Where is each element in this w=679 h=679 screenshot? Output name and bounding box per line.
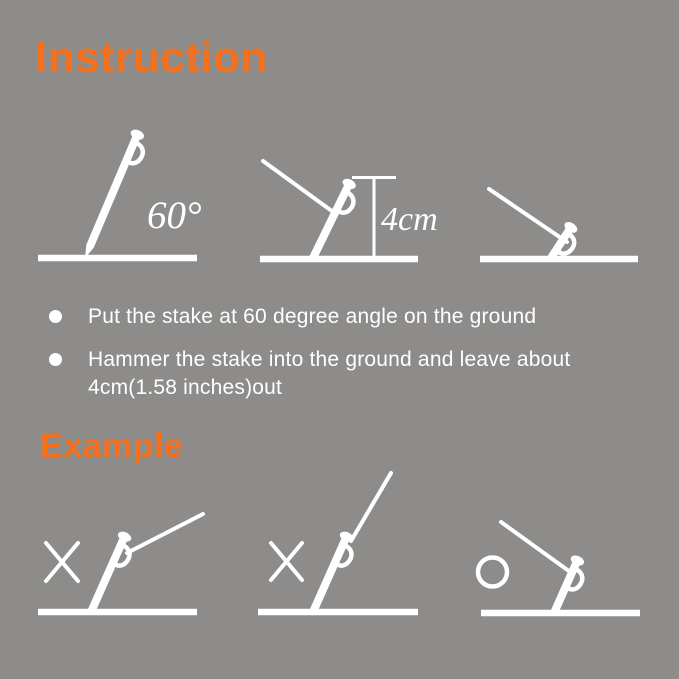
rope-icon [501, 522, 573, 574]
diagram-stake-angle [38, 128, 202, 263]
bullet-depth-line2: 4cm(1.58 inches)out [88, 376, 283, 399]
bullet-depth [49, 346, 629, 402]
stake-icon [548, 554, 591, 619]
stake-icon [79, 128, 151, 263]
depth-label: 4cm [381, 201, 438, 238]
example-wrong-2 [258, 473, 418, 617]
example-title: Example [40, 427, 184, 465]
wrong-mark-icon [46, 543, 78, 581]
rope-icon [489, 189, 567, 242]
bullet-depth-text [88, 346, 570, 402]
diagram-stake-depth [260, 161, 438, 264]
rope-icon [127, 514, 203, 553]
example-correct [478, 522, 640, 618]
stake-icon [85, 530, 138, 617]
angle-label: 60° [147, 194, 202, 237]
rope-icon [351, 473, 391, 541]
example-wrong-1 [38, 514, 203, 617]
bullet-angle [49, 303, 629, 331]
instruction-title: Instruction [35, 33, 268, 82]
stake-icon [307, 530, 360, 617]
bullet-dot-icon [49, 310, 62, 323]
wrong-mark-icon [271, 543, 302, 580]
bullet-depth-line1: Hammer the stake into the ground and leave about [88, 348, 571, 371]
bullet-angle-text: Put the stake at 60 degree angle on the ground [88, 305, 537, 328]
diagram-stake-final [480, 189, 638, 265]
instruction-bullets [49, 303, 629, 402]
bullet-dot-icon [49, 353, 62, 366]
rope-icon [263, 161, 336, 214]
correct-mark-icon [478, 558, 507, 587]
stake-icon [307, 177, 363, 264]
